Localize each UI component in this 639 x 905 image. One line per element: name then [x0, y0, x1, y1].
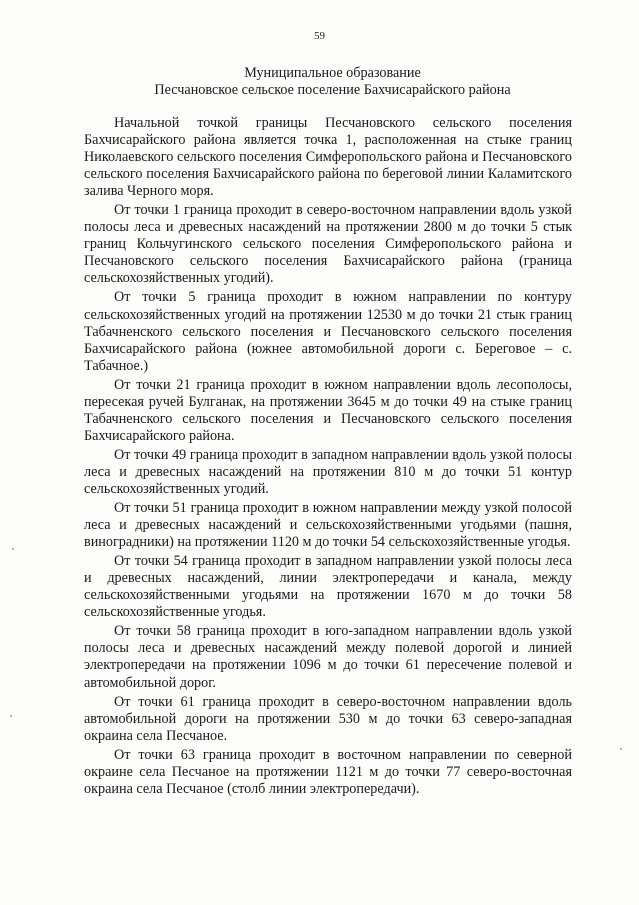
- paragraph-start-point: Начальной точкой границы Песчановского сельского поселения Бахчисарайского района является точка 1, расположенная на стыке границ Николаевского сельского поселения Симферопольского района и Песчановского сельского поселения Бахчисарайского района по береговой линии Каламитского залива Черного моря.: [84, 115, 572, 200]
- heading-line-municipality: Муниципальное образование: [244, 65, 421, 81]
- paragraph-point-54: От точки 54 граница проходит в западном направлении узкой полосы леса и древесных насаждений, линии электропередачи и канала, между сельскохозяйственными угодьями на протяжении 1670 м до точки 58 сельскохозяйственные угодья.: [84, 553, 572, 621]
- paragraph-point-21: От точки 21 граница проходит в южном направлении вдоль лесополосы, пересекая ручей Булганак, на протяжении 3645 м до точки 49 на стыке границ Табачненского сельского поселения и Песчановского сельского поселения Бахчисарайского района.: [84, 376, 572, 444]
- paragraph-point-5: От точки 5 граница проходит в южном направлении по контуру сельскохозяйственных угодий на протяжении 12530 м до точки 21 стык границ Табачненского сельского поселения и Песчановского сельского поселения Бахчисарайского района (южнее автомобильной дороги с. Береговое – с. Табачное.): [84, 289, 572, 374]
- boundary-description: [84, 115, 572, 798]
- heading-line-settlement: Песчановское сельское поселение Бахчисарайского района: [154, 82, 511, 98]
- paragraph-point-63: От точки 63 граница проходит в восточном направлении по северной окраине села Песчаное на протяжении 1121 м до точки 77 северо-восточная окраина села Песчаное (столб линии электропередачи).: [84, 746, 572, 797]
- paragraph-point-51: От точки 51 граница проходит в южном направлении между узкой полосой леса и древесных насаждений и сельскохозяйственными угодьями (пашня, виноградники) на протяжении 1120 м до точки 54 сельскохозяйственные угодья.: [84, 500, 572, 551]
- document-heading: [60, 65, 605, 99]
- page-number: 59: [314, 30, 325, 42]
- paragraph-point-1: От точки 1 граница проходит в северо-восточном направлении вдоль узкой полосы леса и древесных насаждений на протяжении 2800 м до точки 5 стык границ Кольчугинского сельского поселения Симферопольского района и Песчановского сельского поселения Бахчисарайского района (граница сельскохозяйственных угодий).: [84, 202, 572, 287]
- paragraph-point-61: От точки 61 граница проходит в северо-восточном направлении вдоль автомобильной дороги на протяжении 530 м до точки 63 северо-западная окраина села Песчаное.: [84, 693, 572, 744]
- paragraph-point-49: От точки 49 граница проходит в западном направлении вдоль узкой полосы леса и древесных насаждений на протяжении 810 м до точки 51 контур сельскохозяйственных угодий.: [84, 446, 572, 497]
- paragraph-point-58: От точки 58 граница проходит в юго-западном направлении вдоль узкой полосы леса и древесных насаждений между полевой дорогой и линией электропередачи на протяжении 1096 м до точки 61 пересечение полевой и автомобильной дорог.: [84, 623, 572, 691]
